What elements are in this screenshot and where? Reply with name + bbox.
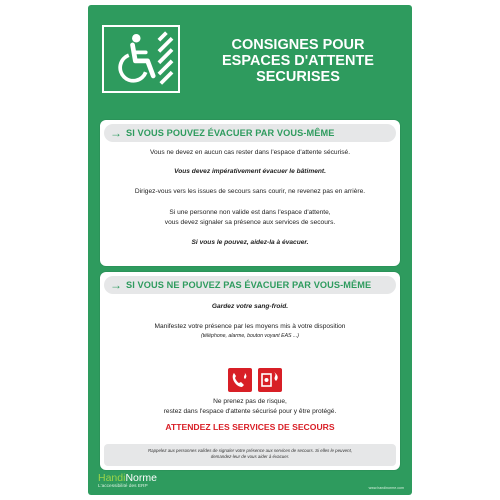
alert-text: ATTENDEZ LES SERVICES DE SECOURS (165, 422, 335, 432)
logo-tagline: L'accessibilité des ERP (98, 484, 148, 489)
instruction-line: Vous devez impérativement évacuer le bâtiment. (174, 168, 326, 175)
fire-phone-icon (228, 368, 252, 392)
arrow-right-icon: → (110, 278, 122, 292)
instruction-line: restez dans l'espace d'attente sécurisé pour y être protégé. (163, 408, 337, 415)
section-cannot-evacuate (100, 272, 400, 470)
instruction-line: (téléphone, alarme, bouton voyant EAS ...) (200, 333, 300, 339)
instruction-line: Si vous le pouvez, aidez-la à évacuer. (191, 239, 309, 246)
section-title: SI VOUS POUVEZ ÉVACUER PAR VOUS-MÊME (126, 128, 335, 138)
safety-sign (88, 5, 412, 495)
logo-part-1: Handi (98, 472, 126, 484)
section-header (104, 124, 396, 142)
instruction-line: Manifestez votre présence par les moyens mis à votre disposition (154, 323, 346, 330)
sign-reference: www.handinorme.com (368, 486, 404, 490)
section-can-evacuate (100, 120, 400, 266)
instruction-line: Gardez votre sang-froid. (211, 303, 289, 310)
sign-header (88, 5, 412, 110)
logo-wordmark (98, 472, 157, 484)
fire-alarm-button-icon (258, 368, 282, 392)
instruction-line: Dirigez-vous vers les issues de secours sans courir, ne revenez pas en arrière. (134, 188, 366, 195)
handinorme-logo (98, 472, 157, 489)
footnote-line: demandez-leur de vous aider à évacuer. (210, 454, 290, 459)
title-line-2: ESPACES D'ATTENTE (222, 53, 374, 69)
footnote-box (104, 444, 396, 466)
emergency-icons (228, 368, 282, 392)
instruction-line: Ne prenez pas de risque, (213, 398, 287, 405)
instruction-line: vous devez signaler sa présence aux services de secours. (164, 219, 336, 226)
footnote-line: Rappelez aux personnes valides de signaler votre présence aux services de secours. Si elles le peuvent, (147, 448, 353, 453)
title-line-1: CONSIGNES POUR (231, 37, 365, 53)
section-title: SI VOUS NE POUVEZ PAS ÉVACUER PAR VOUS-MÊME (126, 280, 372, 290)
logo-part-2: Norme (125, 472, 157, 484)
instruction-line: Si une personne non valide est dans l'espace d'attente, (169, 209, 331, 216)
title-line-3: SECURISES (256, 69, 340, 85)
section-header (104, 276, 396, 294)
sign-title (184, 37, 412, 85)
instruction-line: Vous ne devez en aucun cas rester dans l'espace d'attente sécurisé. (149, 149, 351, 156)
arrow-right-icon: → (110, 126, 122, 140)
wheelchair-exit-icon (102, 25, 180, 93)
